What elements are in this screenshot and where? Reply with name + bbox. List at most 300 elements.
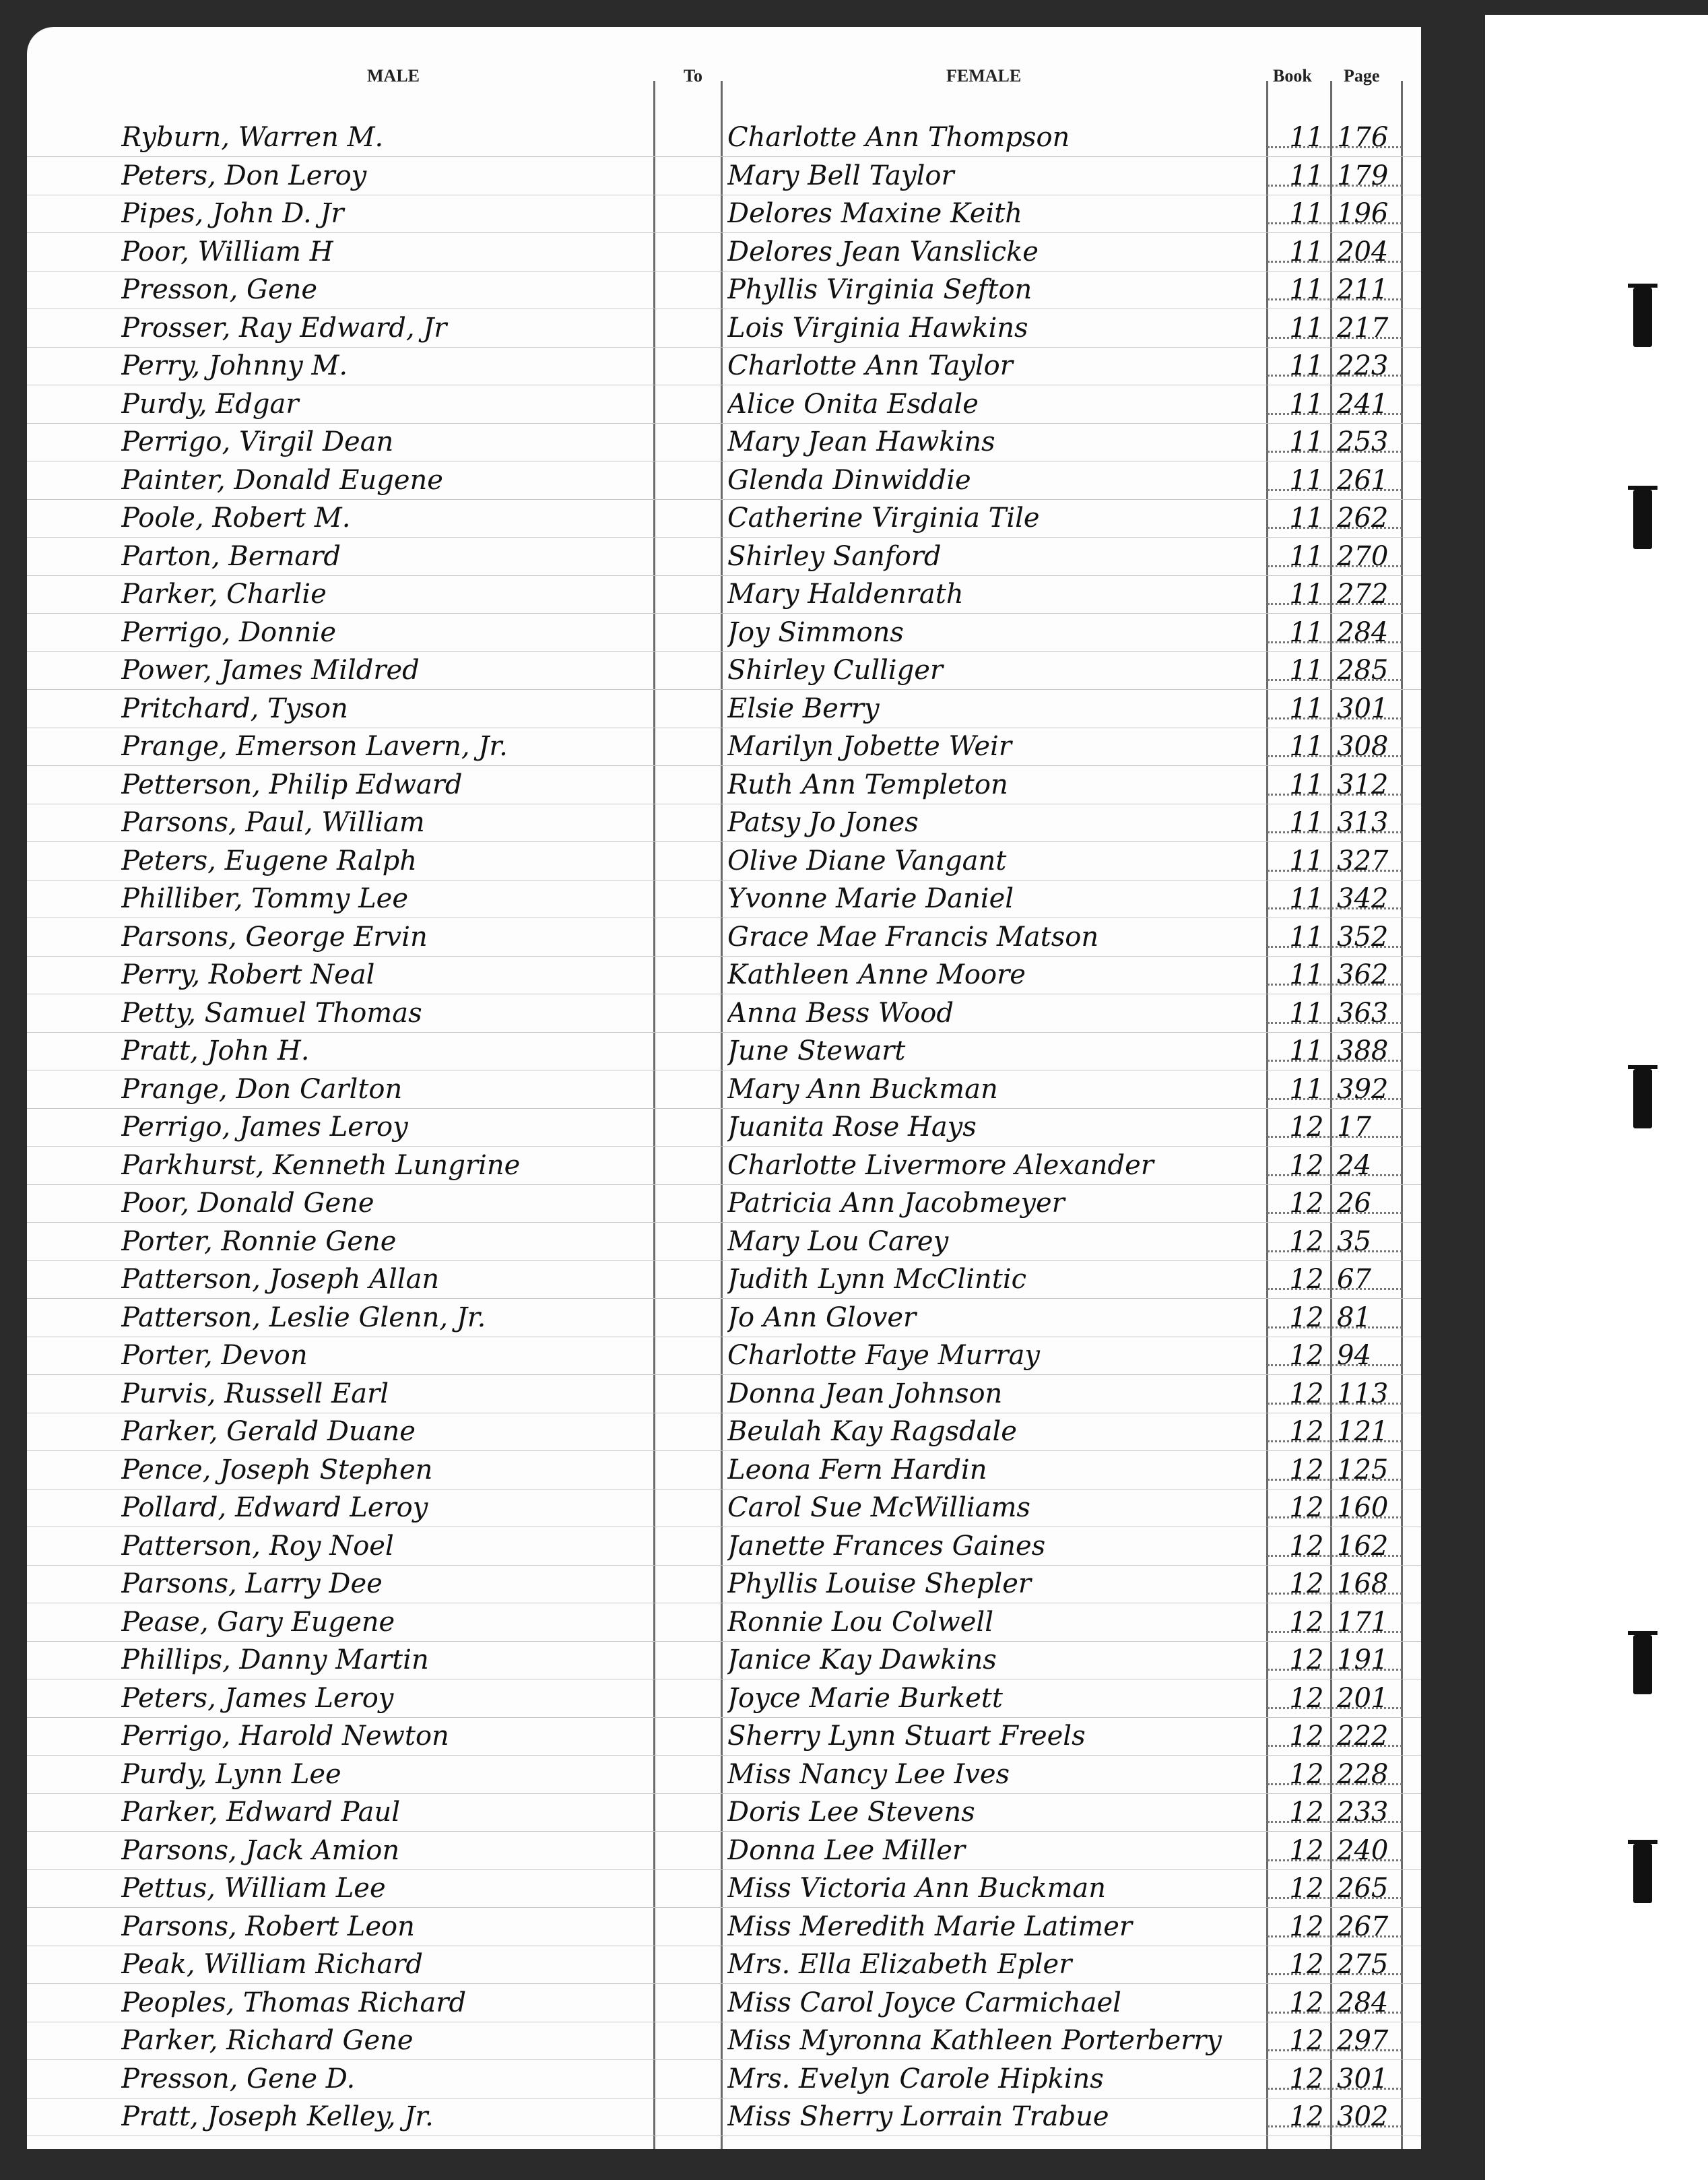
female-name: Grace Mae Francis Matson: [727, 921, 1099, 953]
page-number: 24: [1337, 1149, 1371, 1181]
female-name: Miss Myronna Kathleen Porterberry: [727, 2025, 1222, 2056]
book-number: 11: [1289, 274, 1324, 305]
book-number: 11: [1289, 579, 1324, 610]
ledger-row: [27, 727, 1421, 766]
ledger-row: [27, 1945, 1421, 1984]
page-number: 327: [1337, 845, 1389, 876]
book-number: 11: [1289, 921, 1324, 953]
page-number: 168: [1337, 1568, 1389, 1599]
dot-leader: [1268, 146, 1402, 148]
female-name: Elsie Berry: [727, 693, 880, 724]
binder-hole-mark: [1633, 288, 1652, 347]
dot-leader: [1268, 1631, 1402, 1633]
margin-strip: [1485, 15, 1708, 2180]
dot-leader: [1268, 946, 1402, 948]
dot-leader: [1268, 1669, 1402, 1671]
male-name: Peoples, Thomas Richard: [121, 1987, 467, 2018]
female-name: Miss Victoria Ann Buckman: [727, 1873, 1106, 1904]
header-book: Book: [1273, 66, 1312, 86]
male-name: Parsons, George Ervin: [121, 921, 428, 953]
ledger-row: [27, 651, 1421, 690]
female-name: Juanita Rose Hays: [727, 1112, 977, 1143]
ledger-page: [27, 27, 1421, 2149]
page-number: 35: [1337, 1225, 1371, 1257]
dot-leader: [1268, 1783, 1402, 1785]
dot-leader: [1268, 2012, 1402, 2014]
ledger-row: [27, 194, 1421, 233]
female-name: Donna Jean Johnson: [727, 1378, 1003, 1409]
dot-leader: [1268, 1479, 1402, 1481]
male-name: Parsons, Paul, William: [121, 807, 425, 838]
female-name: Carol Sue McWilliams: [727, 1492, 1030, 1523]
male-name: Pritchard, Tyson: [121, 693, 348, 724]
book-number: 12: [1289, 2101, 1324, 2132]
ledger-row: [27, 1640, 1421, 1679]
page-number: 284: [1337, 616, 1389, 648]
dot-leader: [1268, 375, 1402, 377]
dot-leader: [1268, 1060, 1402, 1062]
dot-leader: [1268, 907, 1402, 909]
book-number: 12: [1289, 1188, 1324, 1219]
dot-leader: [1268, 679, 1402, 681]
book-number: 12: [1289, 1264, 1324, 1295]
ledger-row: [27, 1527, 1421, 1566]
ledger-row: [27, 2059, 1421, 2098]
male-name: Pratt, John H.: [121, 1035, 310, 1066]
ledger-row: [27, 918, 1421, 957]
ledger-row: [27, 955, 1421, 994]
page-number: 223: [1337, 350, 1389, 381]
ledger-row: [27, 1755, 1421, 1794]
binder-hole-mark: [1633, 1069, 1652, 1128]
page-number: 179: [1337, 160, 1389, 191]
book-number: 12: [1289, 1834, 1324, 1866]
ledger-row: [27, 346, 1421, 385]
book-number: 12: [1289, 1644, 1324, 1675]
male-name: Perrigo, Donnie: [121, 616, 337, 648]
page-number: 342: [1337, 883, 1389, 914]
ledger-row: [27, 156, 1421, 195]
page-number: 17: [1337, 1112, 1371, 1143]
page-number: 233: [1337, 1797, 1389, 1828]
dot-leader: [1268, 1516, 1402, 1518]
female-name: Catherine Virginia Tile: [727, 503, 1040, 534]
page-number: 308: [1337, 731, 1389, 762]
dot-leader: [1268, 831, 1402, 833]
page-number: 261: [1337, 464, 1389, 496]
female-name: Shirley Culliger: [727, 655, 943, 686]
male-name: Pettus, William Lee: [121, 1873, 386, 1904]
book-number: 12: [1289, 1568, 1324, 1599]
page-number: 113: [1337, 1378, 1389, 1409]
ledger-row: [27, 1298, 1421, 1337]
female-name: Kathleen Anne Moore: [727, 959, 1026, 990]
page-number: 121: [1337, 1416, 1389, 1447]
book-number: 11: [1289, 198, 1324, 229]
male-name: Porter, Devon: [121, 1340, 308, 1371]
male-name: Power, James Mildred: [121, 655, 420, 686]
page-number: 191: [1337, 1644, 1389, 1675]
page-number: 265: [1337, 1873, 1389, 1904]
page-number: 240: [1337, 1834, 1389, 1866]
ledger-row: [27, 270, 1421, 309]
page-number: 171: [1337, 1606, 1389, 1638]
ledger-row: [27, 613, 1421, 652]
book-number: 11: [1289, 959, 1324, 990]
dot-leader: [1268, 1136, 1402, 1138]
ledger-row: [27, 1488, 1421, 1527]
dot-leader: [1268, 1326, 1402, 1328]
book-number: 11: [1289, 769, 1324, 800]
male-name: Purdy, Lynn Lee: [121, 1758, 341, 1790]
dot-leader: [1268, 1022, 1402, 1024]
dot-leader: [1268, 1098, 1402, 1100]
female-name: Delores Jean Vanslicke: [727, 236, 1039, 267]
dot-leader: [1268, 527, 1402, 529]
ledger-row: [27, 689, 1421, 728]
dot-leader: [1268, 298, 1402, 300]
dot-leader: [1268, 1364, 1402, 1366]
male-name: Parker, Gerald Duane: [121, 1416, 416, 1447]
male-name: Peak, William Richard: [121, 1949, 424, 1980]
book-number: 11: [1289, 655, 1324, 686]
dot-leader: [1268, 451, 1402, 453]
book-number: 11: [1289, 464, 1324, 496]
ledger-row: [27, 1564, 1421, 1603]
ledger-row: [27, 1146, 1421, 1185]
page-number: 196: [1337, 198, 1389, 229]
ledger-row: [27, 385, 1421, 424]
male-name: Purdy, Edgar: [121, 388, 299, 420]
dot-leader: [1268, 1745, 1402, 1747]
female-name: Mary Ann Buckman: [727, 1073, 998, 1105]
dot-leader: [1268, 261, 1402, 263]
ledger-row: [27, 1450, 1421, 1489]
book-number: 12: [1289, 1797, 1324, 1828]
page-number: 313: [1337, 807, 1389, 838]
male-name: Phillips, Danny Martin: [121, 1644, 429, 1675]
dot-leader: [1268, 337, 1402, 339]
male-name: Perry, Johnny M.: [121, 350, 348, 381]
dot-leader: [1268, 1250, 1402, 1252]
male-name: Perry, Robert Neal: [121, 959, 375, 990]
page-number: 392: [1337, 1073, 1389, 1105]
female-name: Joyce Marie Burkett: [727, 1682, 1003, 1714]
book-number: 11: [1289, 997, 1324, 1029]
dot-leader: [1268, 489, 1402, 491]
female-name: Delores Maxine Keith: [727, 198, 1023, 229]
ledger-row: [27, 1679, 1421, 1718]
female-name: Mrs. Evelyn Carole Hipkins: [727, 2063, 1104, 2094]
female-name: Miss Sherry Lorrain Trabue: [727, 2101, 1109, 2132]
binder-hole-mark: [1633, 490, 1652, 549]
ledger-row: [27, 2021, 1421, 2060]
page-number: 241: [1337, 388, 1389, 420]
male-name: Parkhurst, Kenneth Lungrine: [121, 1149, 521, 1181]
male-name: Philliber, Tommy Lee: [121, 883, 409, 914]
male-name: Presson, Gene: [121, 274, 318, 305]
dot-leader: [1268, 641, 1402, 643]
female-name: Lois Virginia Hawkins: [727, 312, 1028, 344]
male-name: Prange, Emerson Lavern, Jr.: [121, 731, 508, 762]
page-number: 81: [1337, 1302, 1371, 1333]
female-name: Miss Nancy Lee Ives: [727, 1758, 1010, 1790]
female-name: Marilyn Jobette Weir: [727, 731, 1012, 762]
female-name: Mary Bell Taylor: [727, 160, 954, 191]
male-name: Prosser, Ray Edward, Jr: [121, 312, 447, 344]
dot-leader: [1268, 1935, 1402, 1937]
book-number: 11: [1289, 312, 1324, 344]
page-number: 302: [1337, 2101, 1389, 2132]
header-male: MALE: [367, 66, 420, 86]
book-number: 12: [1289, 1721, 1324, 1752]
book-number: 11: [1289, 807, 1324, 838]
male-name: Poor, Donald Gene: [121, 1188, 374, 1219]
binder-hole-mark: [1633, 1635, 1652, 1694]
page-number: 94: [1337, 1340, 1371, 1371]
book-number: 12: [1289, 1873, 1324, 1904]
ledger-row: [27, 1374, 1421, 1413]
male-name: Parsons, Jack Amion: [121, 1834, 400, 1866]
dot-leader: [1268, 1288, 1402, 1290]
book-number: 12: [1289, 1225, 1324, 1257]
book-number: 12: [1289, 1378, 1324, 1409]
book-number: 12: [1289, 1454, 1324, 1485]
book-number: 12: [1289, 1949, 1324, 1980]
male-name: Parker, Charlie: [121, 579, 327, 610]
book-number: 12: [1289, 1112, 1324, 1143]
male-name: Purvis, Russell Earl: [121, 1378, 389, 1409]
dot-leader: [1268, 1555, 1402, 1557]
book-number: 11: [1289, 616, 1324, 648]
ledger-row: [27, 1717, 1421, 1756]
header-female: FEMALE: [946, 66, 1022, 86]
female-name: Donna Lee Miller: [727, 1834, 965, 1866]
dot-leader: [1268, 1897, 1402, 1899]
page-number: 301: [1337, 693, 1389, 724]
ledger-row: [27, 1336, 1421, 1375]
book-number: 12: [1289, 1340, 1324, 1371]
ledger-row: [27, 232, 1421, 271]
female-name: Mary Haldenrath: [727, 579, 964, 610]
book-number: 12: [1289, 2025, 1324, 2056]
book-number: 11: [1289, 845, 1324, 876]
female-name: Olive Diane Vangant: [727, 845, 1007, 876]
dot-leader: [1268, 565, 1402, 567]
ledger-row: [27, 1108, 1421, 1147]
book-number: 12: [1289, 1530, 1324, 1562]
dot-leader: [1268, 2049, 1402, 2051]
male-name: Peters, Eugene Ralph: [121, 845, 418, 876]
female-name: Sherry Lynn Stuart Freels: [727, 1721, 1086, 1752]
dot-leader: [1268, 870, 1402, 872]
male-name: Parsons, Robert Leon: [121, 1911, 415, 1942]
page-number: 262: [1337, 503, 1389, 534]
book-number: 12: [1289, 1987, 1324, 2018]
male-name: Prange, Don Carlton: [121, 1073, 403, 1105]
male-name: Presson, Gene D.: [121, 2063, 356, 2094]
ledger-row: [27, 1184, 1421, 1223]
dot-leader: [1268, 1593, 1402, 1595]
page-number: 204: [1337, 236, 1389, 267]
female-name: Patsy Jo Jones: [727, 807, 919, 838]
binder-hole-mark: [1633, 1844, 1652, 1903]
ledger-row: [27, 1412, 1421, 1451]
dot-leader: [1268, 1174, 1402, 1176]
male-name: Parsons, Larry Dee: [121, 1568, 383, 1599]
page-number: 67: [1337, 1264, 1371, 1295]
female-name: Glenda Dinwiddie: [727, 464, 971, 496]
ledger-row: [27, 1031, 1421, 1070]
male-name: Parton, Bernard: [121, 540, 341, 572]
female-name: June Stewart: [727, 1035, 906, 1066]
page-number: 301: [1337, 2063, 1389, 2094]
dot-leader: [1268, 222, 1402, 224]
book-number: 12: [1289, 1149, 1324, 1181]
page-number: 125: [1337, 1454, 1389, 1485]
dot-leader: [1268, 603, 1402, 605]
male-name: Perrigo, James Leroy: [121, 1112, 408, 1143]
page-number: 176: [1337, 122, 1389, 153]
female-name: Beulah Kay Ragsdale: [727, 1416, 1017, 1447]
page-number: 253: [1337, 426, 1389, 457]
male-name: Peters, James Leroy: [121, 1682, 394, 1714]
ledger-row: [27, 537, 1421, 576]
ledger-row: [27, 1070, 1421, 1109]
female-name: Anna Bess Wood: [727, 997, 954, 1029]
book-number: 12: [1289, 1682, 1324, 1714]
book-number: 12: [1289, 2063, 1324, 2094]
male-name: Porter, Ronnie Gene: [121, 1225, 397, 1257]
ledger-row: [27, 765, 1421, 804]
female-name: Mary Jean Hawkins: [727, 426, 995, 457]
page-number: 217: [1337, 312, 1389, 344]
dot-leader: [1268, 2088, 1402, 2090]
ledger-row: [27, 994, 1421, 1033]
dot-leader: [1268, 717, 1402, 719]
male-name: Perrigo, Virgil Dean: [121, 426, 394, 457]
ledger-row: [27, 1222, 1421, 1261]
dot-leader: [1268, 755, 1402, 757]
male-name: Pratt, Joseph Kelley, Jr.: [121, 2101, 434, 2132]
ledger-row: [27, 1869, 1421, 1908]
female-name: Shirley Sanford: [727, 540, 942, 572]
book-number: 11: [1289, 693, 1324, 724]
book-number: 12: [1289, 1911, 1324, 1942]
female-name: Ronnie Lou Colwell: [727, 1606, 993, 1638]
dot-leader: [1268, 1707, 1402, 1709]
page-number: 363: [1337, 997, 1389, 1029]
female-name: Yvonne Marie Daniel: [727, 883, 1014, 914]
book-number: 12: [1289, 1492, 1324, 1523]
male-name: Pollard, Edward Leroy: [121, 1492, 428, 1523]
book-number: 12: [1289, 1416, 1324, 1447]
female-name: Charlotte Ann Taylor: [727, 350, 1013, 381]
book-number: 11: [1289, 426, 1324, 457]
female-name: Miss Meredith Marie Latimer: [727, 1911, 1132, 1942]
female-name: Judith Lynn McClintic: [727, 1264, 1027, 1295]
ledger-row: [27, 499, 1421, 538]
column-header: [27, 58, 1421, 98]
book-number: 11: [1289, 540, 1324, 572]
ledger-row: [27, 1831, 1421, 1870]
male-name: Poole, Robert M.: [121, 503, 351, 534]
ledger-row: [27, 841, 1421, 880]
book-number: 11: [1289, 160, 1324, 191]
book-number: 11: [1289, 1073, 1324, 1105]
male-name: Petty, Samuel Thomas: [121, 997, 422, 1029]
female-name: Janice Kay Dawkins: [727, 1644, 997, 1675]
page-number: 297: [1337, 2025, 1389, 2056]
header-to: To: [684, 66, 702, 86]
book-number: 11: [1289, 883, 1324, 914]
male-name: Parker, Richard Gene: [121, 2025, 414, 2056]
male-name: Painter, Donald Eugene: [121, 464, 443, 496]
dot-leader: [1268, 1859, 1402, 1861]
book-number: 11: [1289, 503, 1324, 534]
ledger-row: [27, 803, 1421, 842]
female-name: Mrs. Ella Elizabeth Epler: [727, 1949, 1072, 1980]
ledger-row: [27, 1983, 1421, 2022]
ledger-row: [27, 1793, 1421, 1832]
dot-leader: [1268, 984, 1402, 986]
female-name: Phyllis Virginia Sefton: [727, 274, 1032, 305]
ledger-row: [27, 879, 1421, 918]
male-name: Poor, William H: [121, 236, 333, 267]
ledger-row: [27, 1907, 1421, 1946]
male-name: Pease, Gary Eugene: [121, 1606, 395, 1638]
male-name: Patterson, Leslie Glenn, Jr.: [121, 1302, 486, 1333]
dot-leader: [1268, 2125, 1402, 2127]
page-number: 222: [1337, 1721, 1389, 1752]
page-number: 270: [1337, 540, 1389, 572]
male-name: Patterson, Joseph Allan: [121, 1264, 440, 1295]
book-number: 11: [1289, 350, 1324, 381]
ledger-row: [27, 2097, 1421, 2136]
female-name: Jo Ann Glover: [727, 1302, 917, 1333]
dot-leader: [1268, 1440, 1402, 1442]
female-name: Charlotte Faye Murray: [727, 1340, 1041, 1371]
female-name: Alice Onita Esdale: [727, 388, 979, 420]
male-name: Pipes, John D. Jr: [121, 198, 344, 229]
male-name: Peters, Don Leroy: [121, 160, 367, 191]
book-number: 12: [1289, 1302, 1324, 1333]
book-number: 12: [1289, 1758, 1324, 1790]
page-number: 26: [1337, 1188, 1371, 1219]
female-name: Leona Fern Hardin: [727, 1454, 987, 1485]
female-name: Phyllis Louise Shepler: [727, 1568, 1032, 1599]
page-number: 162: [1337, 1530, 1389, 1562]
male-name: Petterson, Philip Edward: [121, 769, 463, 800]
ledger-row: [27, 118, 1421, 157]
ledger-row: [27, 461, 1421, 500]
page-number: 285: [1337, 655, 1389, 686]
page-number: 267: [1337, 1911, 1389, 1942]
page-number: 272: [1337, 579, 1389, 610]
ledger-row: [27, 1603, 1421, 1642]
dot-leader: [1268, 1212, 1402, 1214]
book-number: 11: [1289, 1035, 1324, 1066]
page-number: 211: [1337, 274, 1389, 305]
dot-leader: [1268, 794, 1402, 796]
page-number: 362: [1337, 959, 1389, 990]
page-number: 275: [1337, 1949, 1389, 1980]
female-name: Charlotte Livermore Alexander: [727, 1149, 1154, 1181]
page-number: 284: [1337, 1987, 1389, 2018]
female-name: Joy Simmons: [727, 616, 904, 648]
dot-leader: [1268, 413, 1402, 415]
male-name: Ryburn, Warren M.: [121, 122, 384, 153]
